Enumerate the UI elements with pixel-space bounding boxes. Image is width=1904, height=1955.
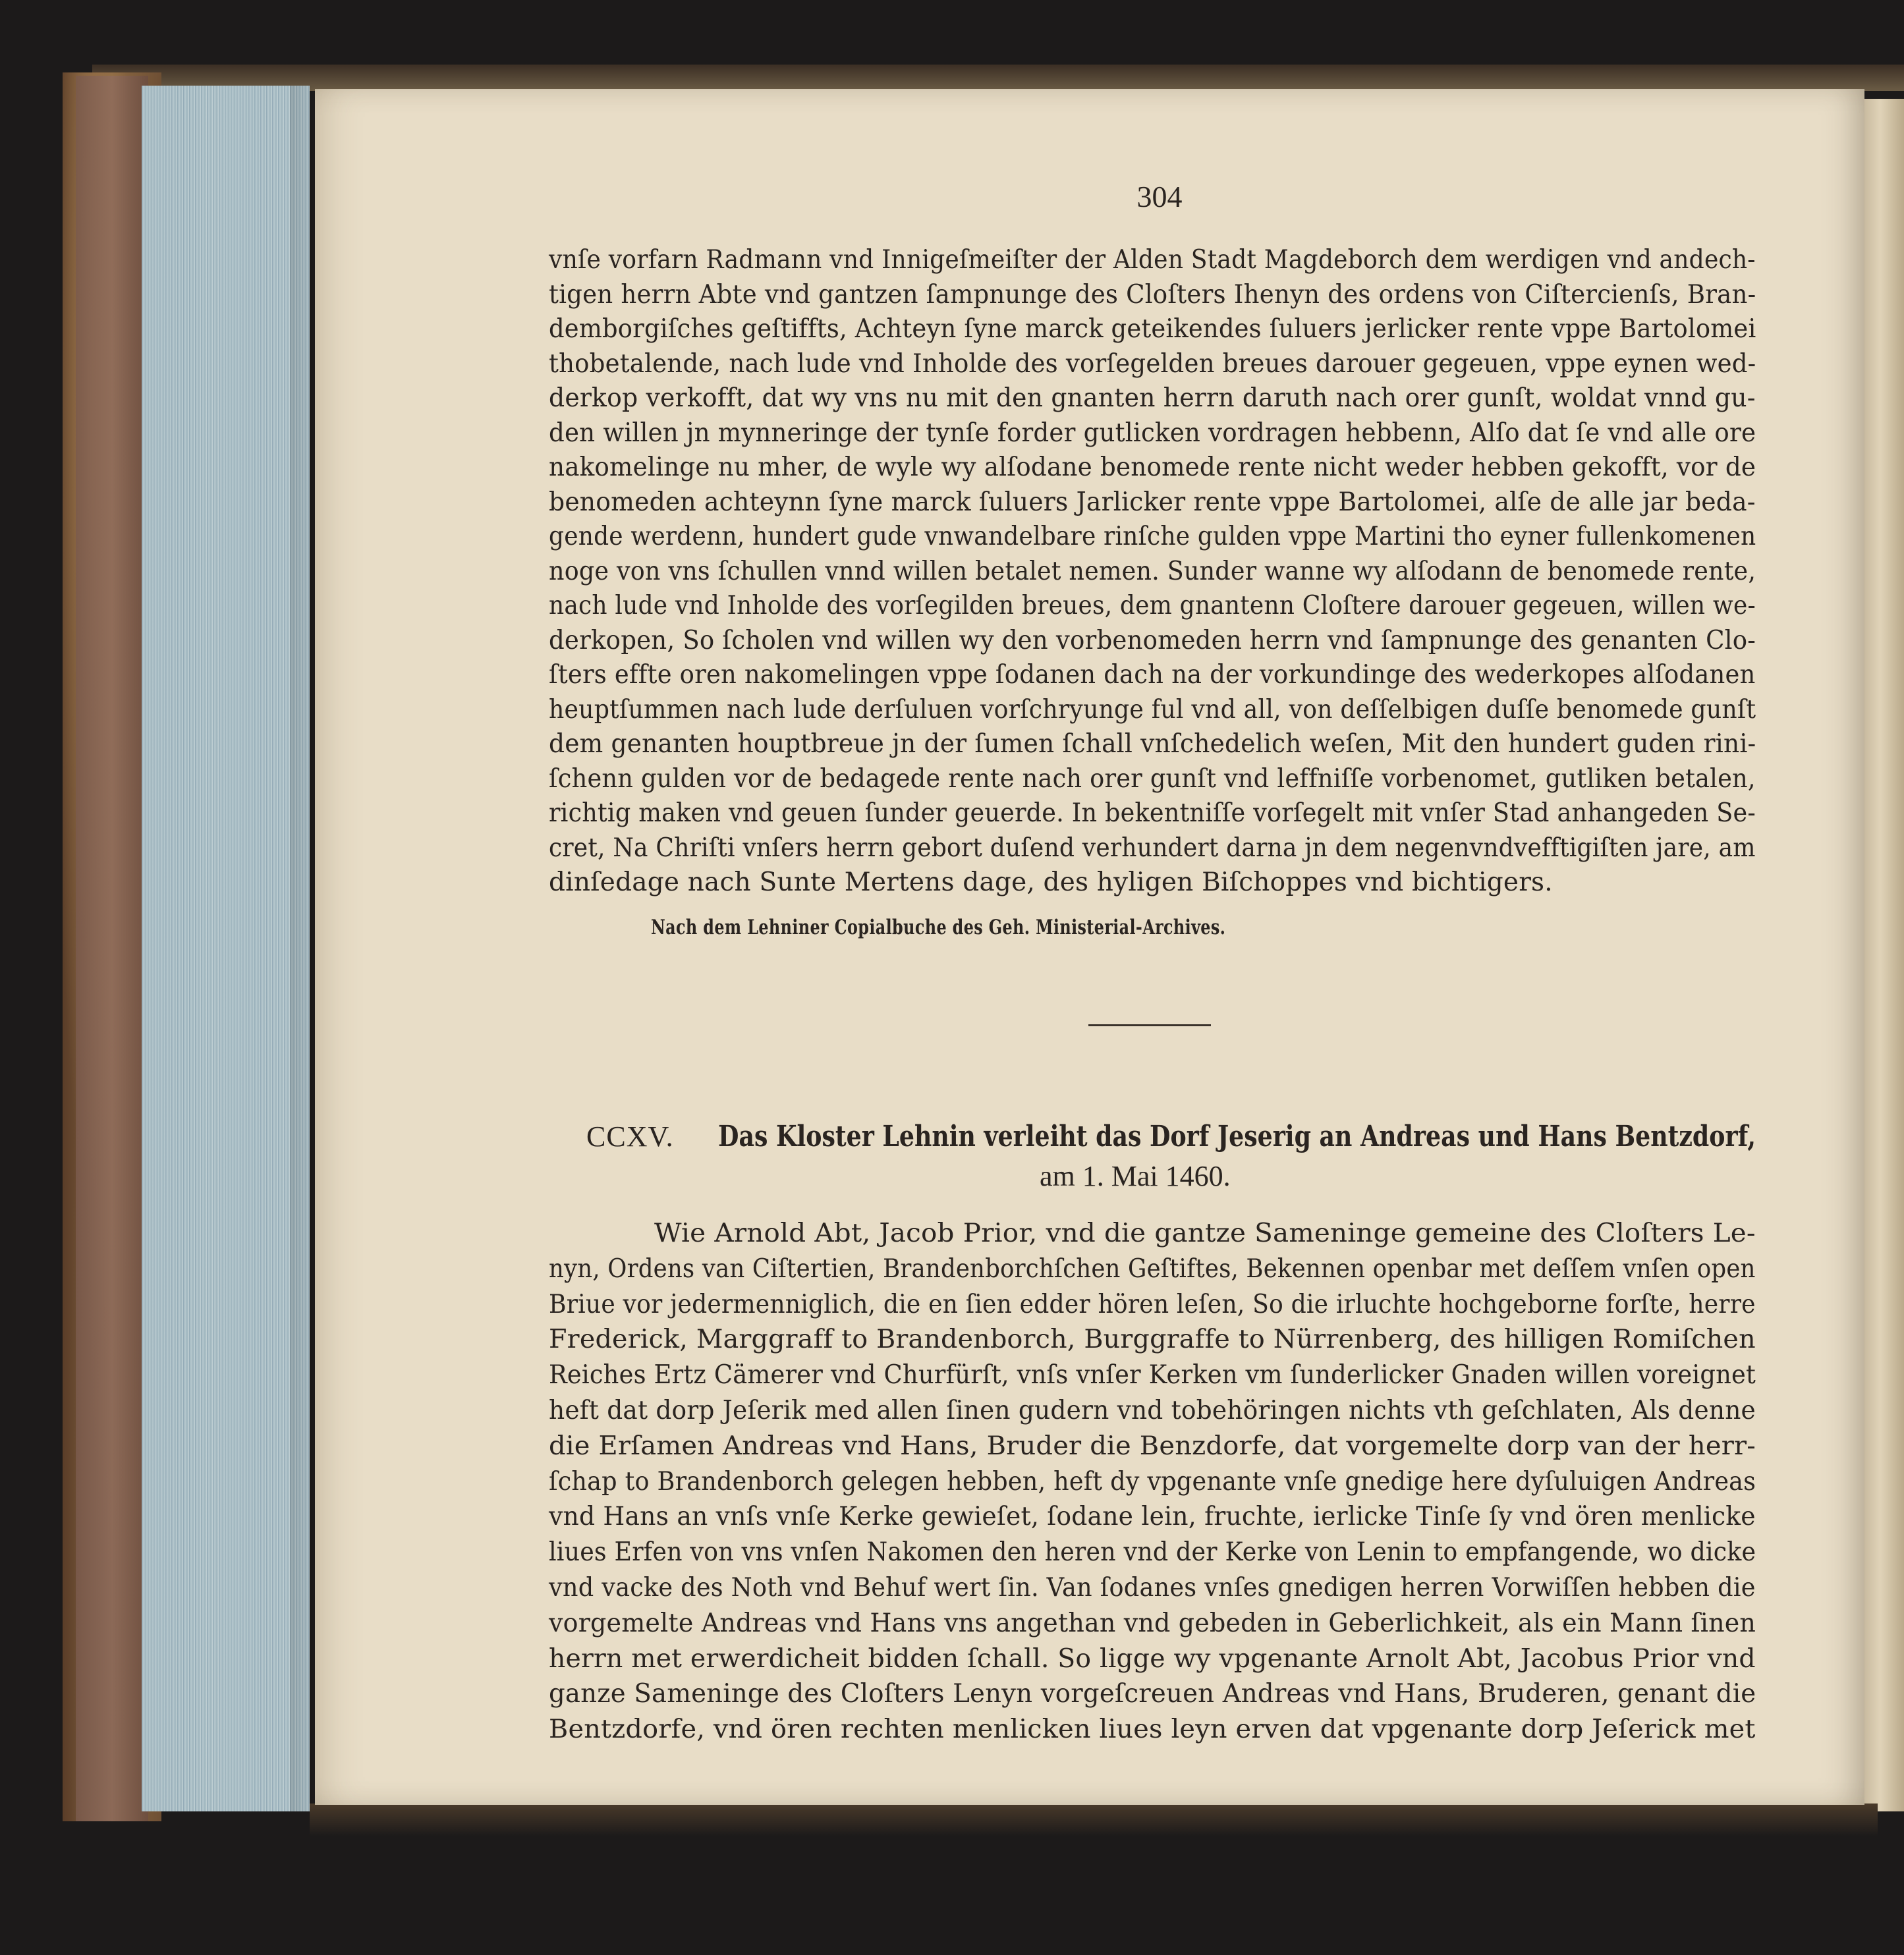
text-line: tigen herrn Abte vnd gantzen ſampnunge des Cloſters Ihenyn des ordens von Ciſtercienſs, Bran-	[549, 279, 1756, 310]
stacked-page-edges	[142, 86, 310, 1811]
text-line: ganze Sameninge des Cloſters Lenyn vorgeſcreuen Andreas vnd Hans, Bruderen, genant die	[549, 1679, 1756, 1709]
text-line: ſchap to Brandenborch gelegen hebben, heft dy vpgenante vnſe gnedige here dyſuluigen Andreas	[549, 1466, 1756, 1497]
text-line: Frederick, Marggraff to Brandenborch, Burggraffe to Nürrenberg, des hilligen Romiſchen	[549, 1325, 1756, 1355]
text-line: herrn met erwerdicheit bidden ſchall. So ligge wy vpgenante Arnolt Abt, Jacobus Prior vnd	[549, 1643, 1756, 1674]
page-edge-shadow	[290, 86, 316, 1811]
text-line: nach lude vnd Inholde des vorſegilden breues, dem gnantenn Cloſtere darouer gegeuen, willen we-	[549, 591, 1756, 620]
document-title: Das Kloster Lehnin verleiht das Dorf Jeserig an Andreas und Hans Bentzdorf,	[718, 1120, 1756, 1153]
bottom-shadow	[310, 1804, 1878, 1836]
text-line: Wie Arnold Abt, Jacob Prior, vnd die gantze Sameninge gemeine des Cloſters Le-	[654, 1219, 1756, 1248]
text-line: den willen jn mynneringe der tynſe forder gutlicken vordragen hebbenn, Alſo dat ſe vnd alle ore	[549, 418, 1756, 448]
text-line: ſchenn gulden vor de bedagede rente nach orer gunſt vnd leffniſſe vorbenomet, gutliken betalen,	[549, 763, 1756, 794]
text-line: dinſedage nach Sunte Mertens dage, des hyligen Biſchoppes vnd bichtigers.	[549, 867, 1553, 897]
text-line: liues Erfen von vns vnſen Nakomen den heren vnd der Kerke von Lenin to empfangende, wo dicke	[549, 1537, 1756, 1568]
text-line: richtig maken vnd geuen ſunder geuerde. In bekentniſſe vorſegelt mit vnſer Stad anhangeden Se-	[549, 798, 1756, 828]
text-line: benomeden achteynn ſyne marck ſuluers Jarlicker rente vppe Bartolomei, alſe de alle jar beda-	[549, 487, 1756, 517]
text-line: derkopen, So ſcholen vnd willen wy den vorbenomeden herrn vnd ſampnunge des genanten Clo-	[549, 625, 1756, 655]
text-line: die Erſamen Andreas vnd Hans, Bruder die Benzdorfe, dat vorgemelte dorp van der herr-	[549, 1431, 1756, 1461]
text-line: gende werdenn, hundert gude vnwandelbare rinſche gulden vppe Martini tho eyner fullenkomenen	[549, 522, 1756, 551]
text-line: heft dat dorp Jeſerik med allen ſinen gudern vnd tobehöringen nichts vth geſchlaten, Als denne	[549, 1396, 1756, 1425]
document-number: CCXV.	[586, 1120, 674, 1153]
text-line: vnd Hans an vnſs vnſe Kerke gewieſet, ſodane lein, fruchte, ierlicke Tinſe ſy vnd ören menlicke	[549, 1502, 1756, 1532]
text-line: Bentzdorfe, vnd ören rechten menlicken liues leyn erven dat vpgenante dorp Jeſerick met	[549, 1715, 1756, 1745]
book-spine-cloth	[76, 76, 148, 1821]
section-divider	[1088, 1024, 1211, 1026]
text-line: derkop verkofft, dat wy vns nu mit den gnanten herrn daruth nach orer gunſt, woldat vnnd gu-	[549, 383, 1756, 413]
text-line: dem genanten houptbreue jn der ſumen ſchall vnſchedelich weſen, Mit den hundert guden rini-	[549, 729, 1756, 759]
text-line: thobetalende, nach lude vnd Inholde des vorſegelden breues darouer gegeuen, vppe eynen wed-	[549, 348, 1756, 379]
text-line: nakomelinge nu mher, de wyle wy alſodane benomede rente nicht weder hebben gekofft, vor de	[549, 453, 1756, 482]
book-cover-top-edge	[92, 65, 1904, 91]
text-line: vnſe vorfarn Radmann vnd Innigeſmeiſter der Alden Stadt Magdeborch dem werdigen vnd andech-	[549, 245, 1756, 275]
text-line: noge von vns ſchullen vnnd willen betalet nemen. Sunder wanne wy alſodann de benomede rente,	[549, 556, 1756, 586]
text-line: vorgemelte Andreas vnd Hans vns angethan vnd gebeden in Geberlichkeit, als ein Mann ſinen	[549, 1608, 1756, 1638]
source-note: Nach dem Lehniner Copialbuche des Geh. Ministerial-Archives.	[651, 916, 1226, 939]
text-line: Briue vor jedermenniglich, die en ſien edder hören leſen, So die irluchte hochgeborne forſte, herre	[549, 1289, 1756, 1319]
text-line: nyn, Ordens van Ciſtertien, Brandenborchſchen Geſtiftes, Bekennen openbar met deſſem vnſen open	[549, 1253, 1756, 1284]
text-line: cret, Na Chriſti vnſers herrn gebort duſend verhundert darna jn dem negenvndvefftigiſten jare, am	[549, 833, 1756, 863]
text-line: ſters effte oren nakomelingen vppe ſodanen dach na der vorkundinge des wederkopes alſodanen	[549, 660, 1756, 690]
text-line: vnd vacke des Noth vnd Behuf wert ſin. Van ſodanes vnſes gnedigen herren Vorwiſſen hebben die	[549, 1573, 1756, 1603]
right-page-edge	[1864, 99, 1904, 1811]
text-line: demborgiſches geſtiffts, Achteyn ſyne marck geteikendes ſuluers jerlicker rente vppe Bartolomei	[549, 314, 1756, 344]
page-number: 304	[1136, 180, 1183, 213]
text-line: Reiches Ertz Cämerer vnd Churfürſt, vnſs vnſer Kerken vm ſunderlicker Gnaden willen voreignet	[549, 1360, 1756, 1391]
text-line: heuptſummen nach lude derſuluen vorſchryunge ful vnd all, von deſſelbigen duſſe benomede gunſt	[549, 694, 1756, 725]
document-date: am 1. Mai 1460.	[1040, 1160, 1231, 1192]
